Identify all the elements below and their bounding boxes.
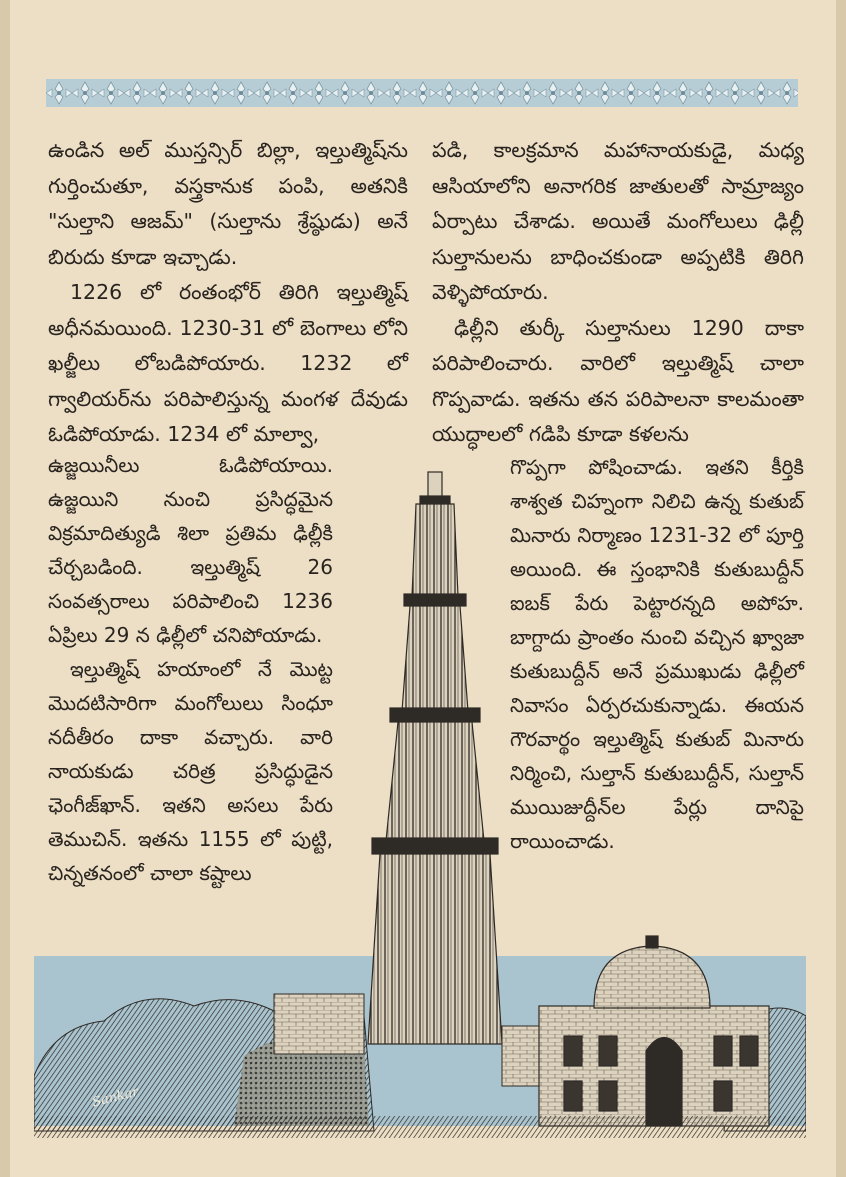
paragraph: ఉజ్జయినీలు ఓడిపోయాయి. ఉజ్జయిని నుంచి ప్రసిద్ధమైన విక్రమాదిత్యుడి శిలా ప్రతిమ ఢిల్లీకి చేర్చబడింది. ఇల్తుత్మిష్ 26 సంవత్సరాలు పరిపాలించి 1236 ఏప్రిలు 29 న ఢిల్లీలో చనిపోయాడు. <box>48 453 333 647</box>
ornament-border <box>46 79 798 107</box>
paragraph: ఇల్తుత్మిష్ హయాంలో నే మొట్ట మొదటిసారిగా మంగోలులు సింధూ నదీతీరం దాకా వచ్చారు. వారి నాయకుడు చరిత్ర ప్రసిద్ధుడైన ఛెంగీజ్‌ఖాన్. ఇతని అసలు పేరు తెముచిన్. ఇతను 1155 లో పుట్టి, చిన్నతనంలో చాలా కష్టాలు <box>48 657 333 885</box>
paragraph: ఉండిన అల్ ముస్తన్సిర్ బిల్లా, ఇల్తుత్మిష్‌ను గుర్తించుతూ, వస్త్రకానుక పంపి, అతనికి "సుల్తాని ఆజమ్" (సుల్తాను శ్రేష్ఠుడు) అనే బిరుదు కూడా ఇచ్చాడు. <box>48 138 408 269</box>
qutub-minar-illustration <box>34 466 806 1138</box>
page-edge-left <box>0 0 10 1177</box>
right-column-top <box>432 133 804 453</box>
left-column-top <box>48 133 408 453</box>
paragraph: గొప్పగా పోషించాడు. ఇతని కీర్తికి శాశ్వత చిహ్నంగా నిలిచి ఉన్న కుతుబ్ మినారు నిర్మాణం 1231-32 లో పూర్తి అయింది. ఈ స్తంభానికి కుతుబుద్దీన్ ఐబక్ పేరు పెట్టారన్నది అపోహ. బాగ్దాదు ప్రాంతం నుంచి వచ్చిన ఖ్వాజా కుతుబుద్దీన్ అనే ప్రముఖుడు ఢిల్లీలో నివాసం ఏర్పరచుకున్నాడు. ఈయన గౌరవార్థం ఇల్తుత్మిష్ కుతుబ్ మినారు నిర్మించి, సుల్తాన్ కుతుబుద్దీన్, సుల్తాన్ ముయిజుద్దీన్‌ల పేర్లు దానిపై రాయించాడు. <box>510 455 804 853</box>
minaret <box>368 472 502 1044</box>
artist-signature: Sankar <box>90 1084 140 1111</box>
ground <box>34 1116 806 1138</box>
paragraph: ఢిల్లీని తుర్కీ సుల్తానులు 1290 దాకా పరిపాలించారు. వారిలో ఇల్తుత్మిష్ చాలా గొప్పవాడు. ఇతను తన పరిపాలనా కాలమంతా యుద్ధాలలో గడిపి కూడా కళలను <box>432 315 804 446</box>
ruin-wall <box>274 994 364 1054</box>
paragraph: పడి, కాలక్రమాన మహానాయకుడై, మధ్య ఆసియాలోని అనాగరిక జాతులతో సామ్రాజ్యం ఏర్పాటు చేశాడు. అయితే మంగోలులు ఢిల్లీ సుల్తానులను బాధించకుండా అప్పటికి తిరిగి వెళ్ళిపోయారు. <box>432 138 804 304</box>
page-edge-right <box>836 0 846 1177</box>
paragraph: 1226 లో రంతంభోర్ తిరిగి ఇల్తుత్మిష్ అధీనమయింది. 1230-31 లో బెంగాలు లోని ఖల్జీలు లోబడిపోయారు. 1232 లో గ్వాలియర్‌ను పరిపాలిస్తున్న మంగళ దేవుడు ఓడిపోయాడు. 1234 లో మాల్వా, <box>48 280 408 446</box>
